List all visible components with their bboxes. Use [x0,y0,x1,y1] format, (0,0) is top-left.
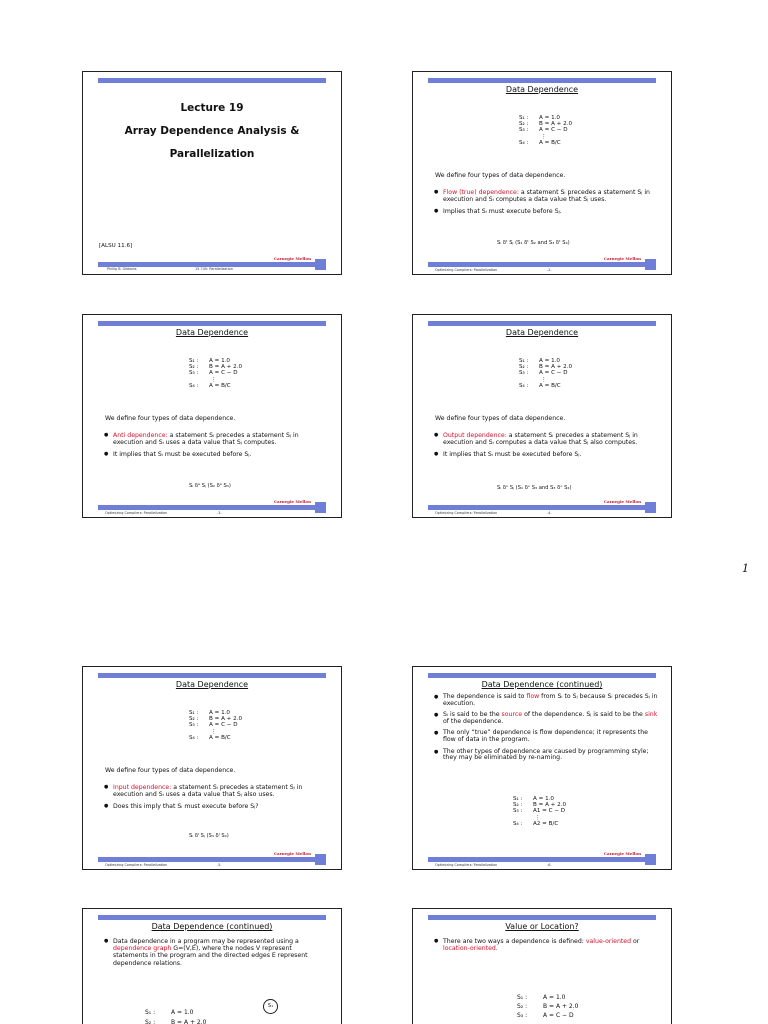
graph-node: S₁ [263,999,278,1014]
stmt-code: A = B/C [539,139,561,146]
ellipsis: ⋮ [211,728,217,735]
stmt-code: A = B/C [209,734,231,741]
statement-list [145,1008,206,1024]
statement-list [519,115,572,146]
bullet-text: a statement Sᵢ precedes a statement Sⱼ in execution and Sᵢ uses a data value that Sⱼ also uses. [113,784,303,799]
stmt-label: S₁ : [145,1009,156,1016]
carnegie-mellon-logo: Carnegie Mellon [273,851,311,856]
stmt-label: S₂ : [517,1003,528,1010]
dependence-formula: Sᵢ δᵗ Sⱼ (S₁ δᵗ S₂ and S₃ δᵗ S₄) [497,240,570,246]
slide-footer-bar [428,857,656,862]
footer-page: -4- [547,511,552,515]
footer-author: Phillip B. Gibbons [107,267,137,271]
slide-input-dependence [82,666,342,870]
slide-top-bar [428,673,656,678]
bullet-text: a statement Sᵢ precedes a statement Sⱼ in execution and Sᵢ computes a data value that Sⱼ uses. [443,189,650,204]
stmt-code: A = C − D [209,722,238,729]
dependence-formula: Sᵢ δᵃ Sⱼ (S₂ δᵃ S₃) [189,483,231,489]
stmt-label: S₄ : [189,382,199,389]
stmt-code: A = C − D [209,370,238,377]
bullet-item: ● It implies that Sᵢ must be executed before Sⱼ. [433,451,658,458]
slide-title: Data Dependence [505,328,579,337]
stmt-code: B = A + 2.0 [171,1019,207,1024]
stmt-code: A = 1.0 [539,358,560,364]
stmt-label: S₂ : [519,121,529,128]
slide-anti-dependence [82,314,342,518]
slide-footer [435,268,552,272]
bullet-item [103,938,328,967]
bullet-item [433,189,658,203]
bullet-text: of the dependence. Sⱼ is said to be the [522,711,645,719]
footer-course: Optimizing Compilers: Parallelization [435,268,498,272]
slide-title: Data Dependence [175,328,249,337]
slide-footer [435,863,552,867]
footer-page: -2- [547,268,552,272]
footer-course: Optimizing Compilers: Parallelization [105,863,168,867]
stmt-label: S₁ : [189,710,199,716]
statement-list [519,358,572,389]
stmt-label: S₁ : [519,358,529,364]
slide-top-bar [98,915,326,920]
stmt-label: S₁ : [519,115,529,121]
stmt-code: A1 = C − D [533,808,566,815]
bullet-list [433,189,658,221]
intro-text: We define four types of data dependence. [435,415,566,422]
stmt-label: S₂ : [145,1019,156,1024]
bullet-text: The dependence is said to [443,693,527,700]
stmt-code: A = 1.0 [533,796,554,802]
term-highlight: Output dependence: [443,432,507,439]
slide-dependence-graph [82,908,342,1024]
bullet-item: ● Implies that Sᵢ must execute before Sⱼ. [433,208,658,215]
bullet-item: ● The other types of dependence are caused by programming style; they may be eliminated by re-naming. [433,749,658,762]
footer-page: -5- [217,863,222,867]
footer-page: -6- [547,863,552,867]
carnegie-mellon-logo: Carnegie Mellon [273,499,311,504]
stmt-code: A = B/C [209,382,231,389]
stmt-code: A = C − D [543,1012,574,1019]
bullet-text: or [631,938,640,945]
bullet-item [433,694,658,707]
slide-value-or-location [412,908,672,1024]
slide-title: Data Dependence [175,680,249,689]
bullet-item [433,432,658,446]
slide-footer [105,863,222,867]
term-highlight: Anti dependence: [113,432,168,439]
stmt-label: S₂ : [189,716,199,723]
slide-footer-bar [428,505,656,510]
bullet-item: ● Does this imply that Sᵢ must execute before Sⱼ? [103,803,328,810]
dependence-formula: Sᵢ δᴵ Sⱼ (S₃ δᴵ S₄) [189,833,229,839]
stmt-code: A = 1.0 [209,358,230,364]
ellipsis: ⋮ [541,376,547,383]
bullet-text: a statement Sᵢ precedes a statement Sⱼ in execution and Sᵢ uses a data value that Sⱼ computes. [113,432,299,447]
bullet-text: of the dependence. [443,717,504,725]
term-highlight: flow [526,693,540,700]
stmt-label: S₄ : [189,734,199,741]
bullet-item [433,938,658,952]
ellipsis: ⋮ [541,133,547,140]
stmt-label: S₃ : [517,1012,528,1019]
footer-course: Optimizing Compilers: Parallelization [435,511,498,515]
slide-title: Data Dependence [505,85,579,94]
bullet-text: . [495,945,498,953]
stmt-label: S₂ : [513,802,523,809]
stmt-label: S₁ : [513,796,523,802]
stmt-code: B = A + 2.0 [209,716,243,723]
footer-course: Optimizing Compilers: Parallelization [435,863,498,867]
page-number: 1 [742,562,749,575]
slide-footer [105,511,222,515]
bullet-text: G=(V,E), where the nodes V represent statements in the program and the directed edges E represent dependence relations. [113,945,308,967]
intro-text: We define four types of data dependence. [105,415,236,422]
stmt-code: B = A + 2.0 [533,802,567,809]
slide-top-bar [98,673,326,678]
term-highlight: source [501,711,523,719]
stmt-label: S₁ : [189,358,199,364]
slide-footer [435,511,552,515]
bullet-list [433,938,658,957]
stmt-code: B = A + 2.0 [543,1003,579,1010]
slide-dependence-continued [412,666,672,870]
stmt-label: S₄ : [513,820,523,827]
bullet-item: ● It implies that Sᵢ must be executed before Sⱼ. [103,451,328,458]
slide-top-bar [428,78,656,83]
bullet-item: ● The only “true” dependence is flow dependence; it represents the flow of data in the program. [433,730,658,743]
statement-list [513,796,566,827]
slide-footer-bar [428,262,656,267]
stmt-label: S₃ : [513,808,523,815]
term-highlight: dependence graph [113,945,172,953]
slide-footer-bar [98,505,326,510]
term-highlight: location-oriented [443,945,496,953]
bullet-item [103,784,328,798]
bullet-text: Data dependence in a program may be represented using a [113,938,299,945]
statement-list [189,710,242,741]
term-highlight: sink [644,711,658,719]
stmt-label: S₃ : [519,127,529,134]
stmt-code: A = B/C [539,382,561,389]
carnegie-mellon-logo: Carnegie Mellon [603,256,641,261]
stmt-label: S₄ : [519,382,529,389]
slide-footer-bar [98,857,326,862]
carnegie-mellon-logo: Carnegie Mellon [603,499,641,504]
ellipsis: ⋮ [211,376,217,383]
carnegie-mellon-logo: Carnegie Mellon [273,256,311,261]
stmt-label: S₂ : [519,364,529,371]
bullet-text: Sᵢ is said to be the [443,711,502,719]
stmt-label: S₃ : [519,370,529,377]
bullet-text: from Sᵢ to Sⱼ because Sᵢ precedes Sⱼ in execution. [443,693,658,707]
slide-flow-dependence [412,71,672,275]
slide-top-bar [428,321,656,326]
stmt-code: A = 1.0 [543,994,566,1001]
bullet-list [103,938,328,972]
stmt-label: S₄ : [519,139,529,146]
term-highlight: Input dependence: [113,784,172,791]
slide-top-bar [98,78,326,83]
term-highlight: Flow (true) dependence: [443,189,519,196]
dependence-formula: Sᵢ δᵒ Sⱼ (S₁ δᵒ S₃ and S₃ δᵒ S₄) [497,485,572,491]
bullet-list [103,784,328,816]
slide-title: Data Dependence (continued) [481,680,603,689]
stmt-code: A = 1.0 [171,1009,194,1016]
slide-title: Data Dependence (continued) [151,922,273,931]
bullet-list [433,694,658,767]
lecture-number: Lecture 19 [180,102,244,114]
footer-course: 15-745: Parallelization [195,267,233,271]
stmt-code: A = 1.0 [539,115,560,121]
stmt-code: A = 1.0 [209,710,230,716]
lecture-title-line2: Parallelization [169,148,255,160]
bullet-item [103,432,328,446]
stmt-label: S₃ : [189,370,199,377]
intro-text: We define four types of data dependence. [435,172,566,179]
stmt-label: S₂ : [189,364,199,371]
statement-list [517,993,578,1020]
ellipsis: ⋮ [535,814,541,821]
bullet-list [103,432,328,464]
footer-page: -3- [217,511,222,515]
bullet-text: a statement Sᵢ precedes a statement Sⱼ in execution and Sᵢ computes a data value that Sⱼ also computes. [443,432,638,447]
slide-title: Value or Location? [505,922,579,931]
stmt-code: A2 = B/C [533,820,559,827]
slide-output-dependence [412,314,672,518]
stmt-code: B = A + 2.0 [539,121,573,128]
term-highlight: value-oriented [585,938,632,945]
stmt-code: A = C − D [539,127,568,134]
slide-top-bar [98,321,326,326]
bullet-item [433,712,658,725]
stmt-code: A = C − D [539,370,568,377]
stmt-label: S₃ : [189,722,199,729]
intro-text: We define four types of data dependence. [105,767,236,774]
statement-list [189,358,242,389]
slide-top-bar [428,915,656,920]
lecture-title-line1: Array Dependence Analysis & [124,125,300,137]
slide-title [82,71,342,275]
carnegie-mellon-logo: Carnegie Mellon [603,851,641,856]
stmt-code: B = A + 2.0 [209,364,243,371]
footer-course: Optimizing Compilers: Parallelization [105,511,168,515]
bullet-text: There are two ways a dependence is defined: [443,938,586,945]
stmt-label: S₁ : [517,994,528,1001]
stmt-code: B = A + 2.0 [539,364,573,371]
bullet-list [433,432,658,464]
reference: [ALSU 11.6] [99,243,133,249]
